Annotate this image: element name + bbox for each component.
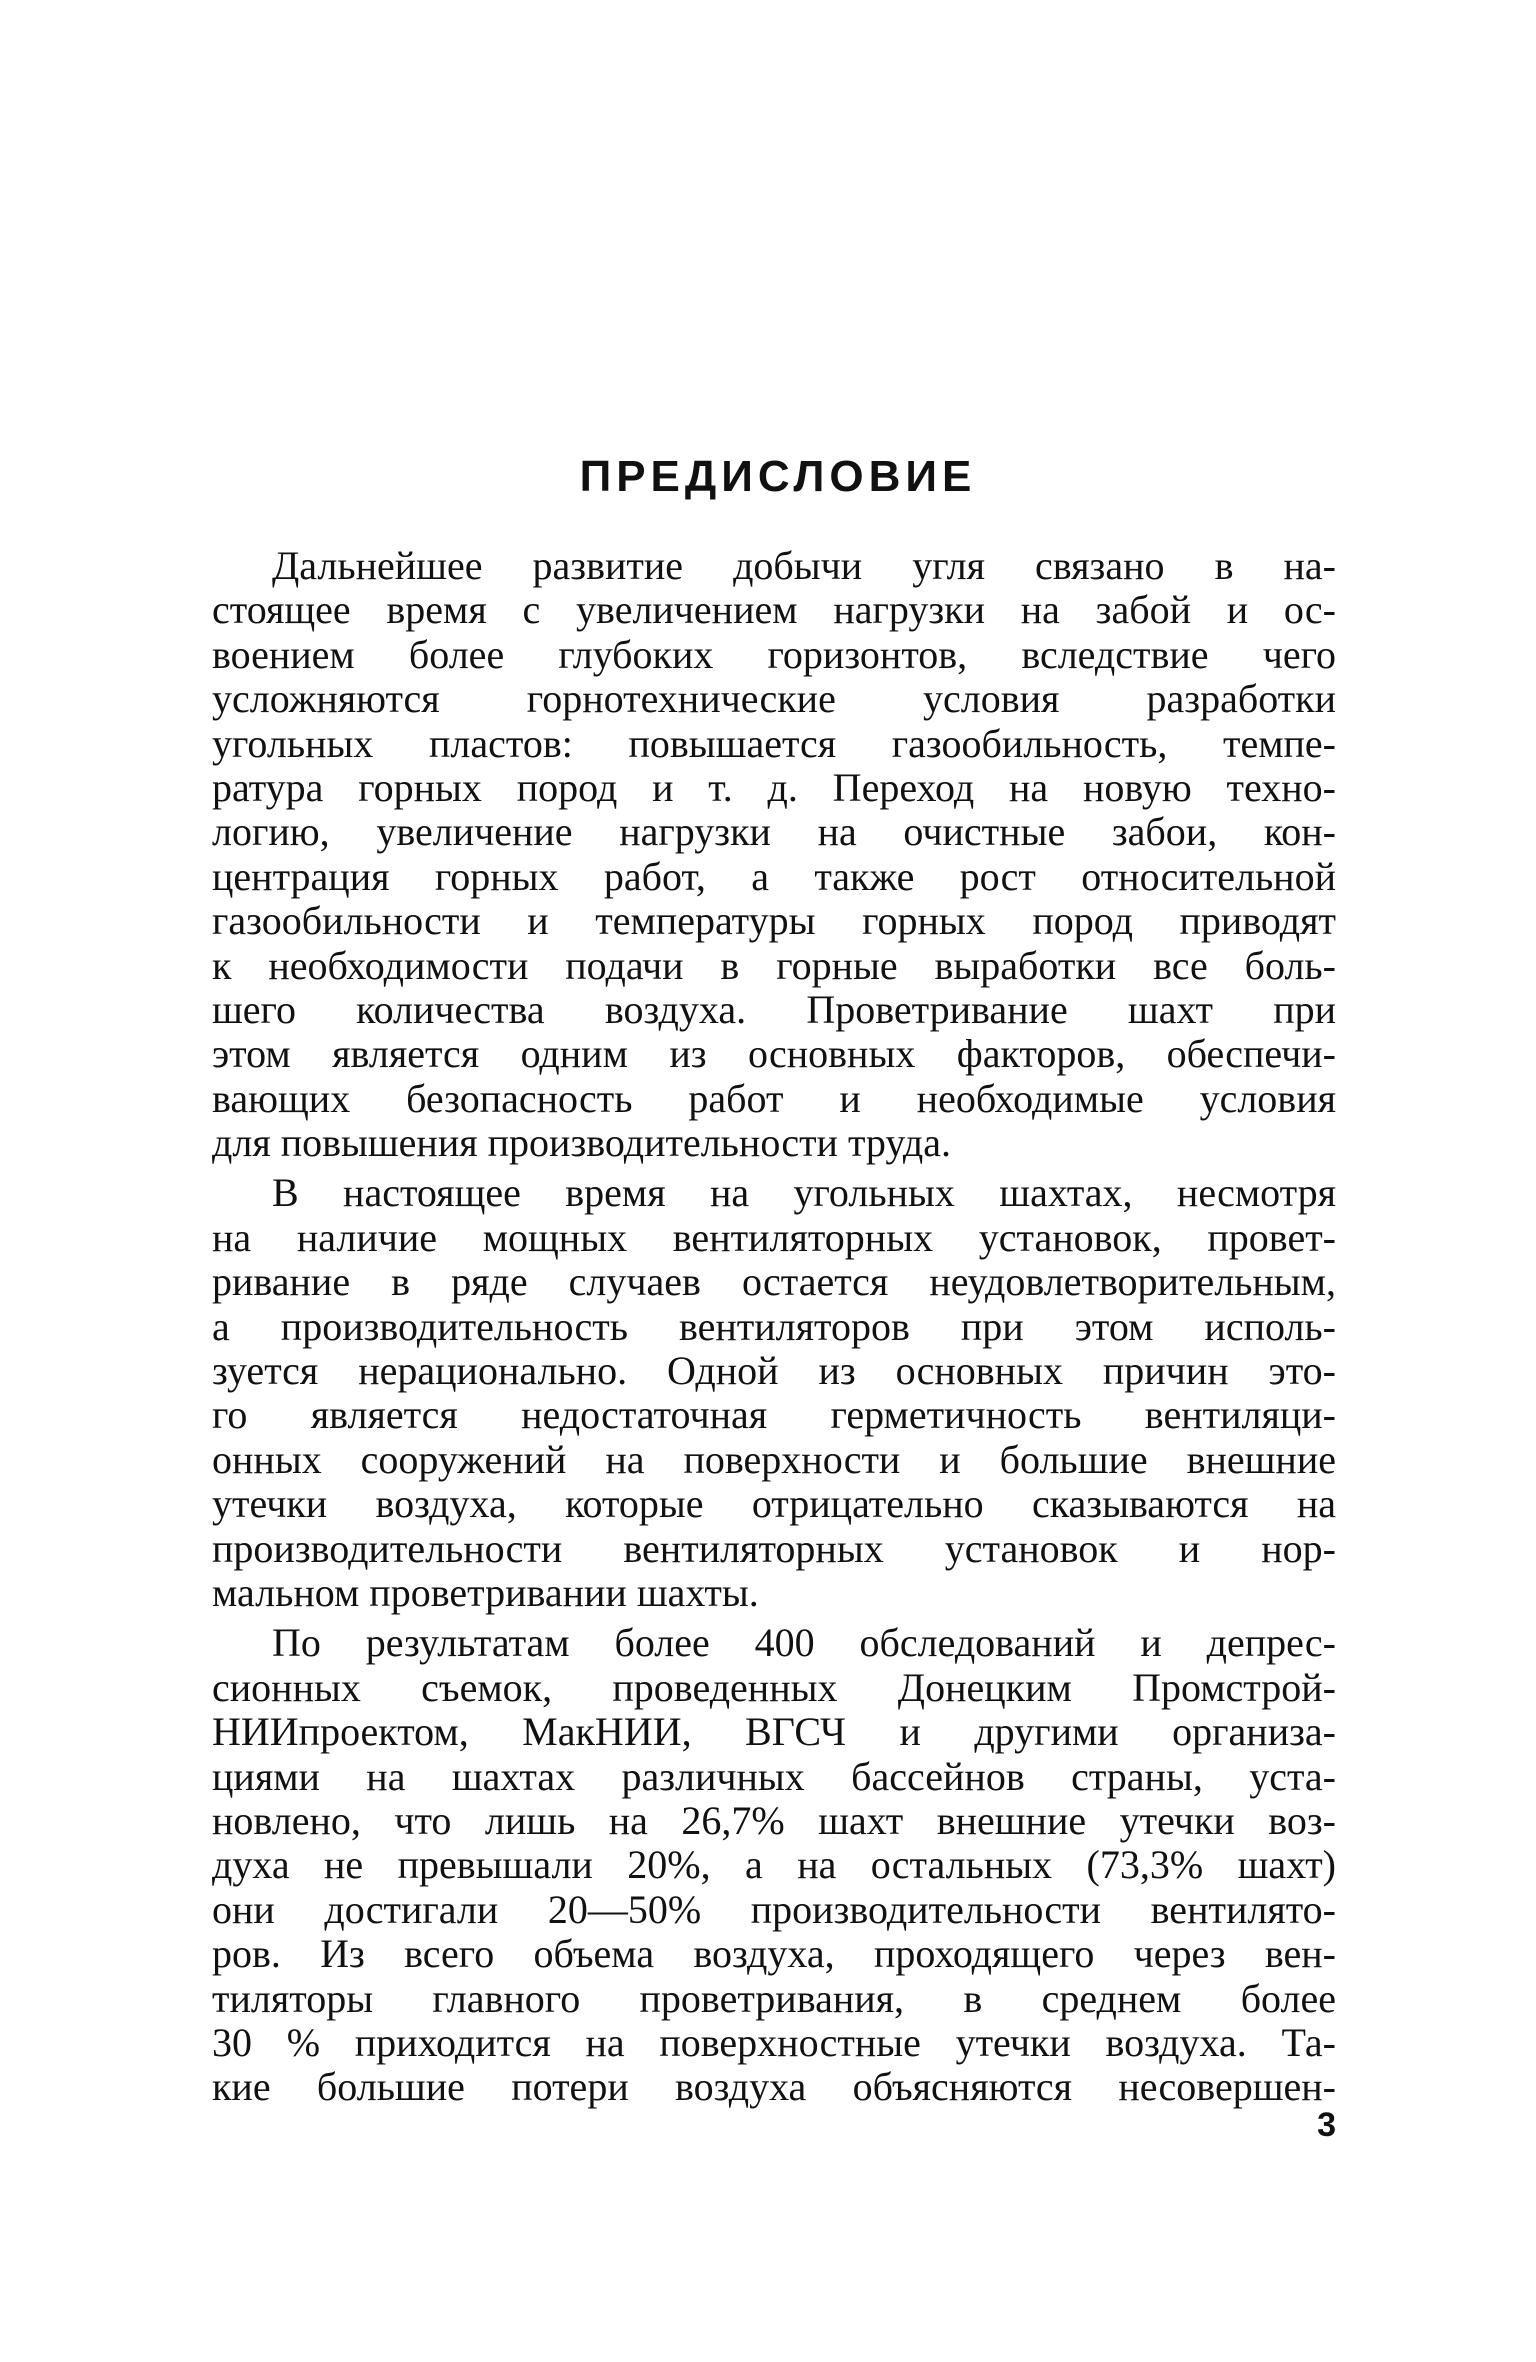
text-line: этом является одним из основных факторов, обеспечи- <box>212 1031 1336 1077</box>
text-line: стоящее время с увеличением нагрузки на забой и ос- <box>212 587 1336 633</box>
text-line: газообильности и температуры горных пород приводят <box>212 898 1336 944</box>
text-line: циями на шахтах различных бассейнов страны, уста- <box>212 1753 1336 1799</box>
text-line: НИИпроектом, МакНИИ, ВГСЧ и другими организа- <box>212 1709 1336 1755</box>
paragraph <box>212 544 1336 1165</box>
page-heading: ПРЕДИСЛОВИЕ <box>579 452 977 501</box>
text-line: го является недостаточная герметичность вентиляци- <box>212 1392 1336 1438</box>
text-line: сионных съемок, проведенных Донецким Промстрой- <box>212 1664 1336 1710</box>
text-line: для повышения производительности труда. <box>212 1120 951 1166</box>
text-line: логию, увеличение нагрузки на очистные забои, кон- <box>212 809 1336 855</box>
text-line: 30 % приходится на поверхностные утечки воздуха. Та- <box>212 2019 1336 2065</box>
text-line: В настоящее время на угольных шахтах, несмотря <box>272 1170 1336 1216</box>
page-number: 3 <box>1317 2106 1336 2144</box>
paragraph <box>212 1621 1336 2109</box>
text-line: угольных пластов: повышается газообильность, темпе- <box>212 720 1336 766</box>
text-line: они достигали 20—50% производительности вентилято- <box>212 1886 1336 1932</box>
text-line: духа не превышали 20%, а на остальных (73,3% шахт) <box>212 1842 1336 1888</box>
text-line: кие большие потери воздуха объясняются несовершен- <box>212 2064 1336 2110</box>
text-line: Дальнейшее развитие добычи угля связано в на- <box>272 543 1336 588</box>
text-line: к необходимости подачи в горные выработки все боль- <box>212 942 1336 988</box>
text-line: а производительность вентиляторов при этом исполь- <box>212 1303 1336 1349</box>
paragraph <box>212 1171 1336 1615</box>
text-line: онных сооружений на поверхности и большие внешние <box>212 1436 1336 1482</box>
text-line: ривание в ряде случаев остается неудовлетворительным, <box>212 1259 1336 1305</box>
text-line: тиляторы главного проветривания, в среднем более <box>212 1975 1336 2021</box>
text-line: По результатам более 400 обследований и депрес- <box>272 1620 1336 1666</box>
text-line: ров. Из всего объема воздуха, проходящего через вен- <box>212 1931 1336 1977</box>
text-line: воением более глубоких горизонтов, вследствие чего <box>212 631 1336 677</box>
text-line: на наличие мощных вентиляторных установок, провет- <box>212 1214 1336 1260</box>
text-line: вающих безопасность работ и необходимые условия <box>212 1075 1336 1121</box>
text-line: мальном проветривании шахты. <box>212 1569 759 1615</box>
text-line: центрация горных работ, а также рост относительной <box>212 853 1336 899</box>
text-line: усложняются горнотехнические условия разработки <box>212 676 1336 722</box>
text-line: утечки воздуха, которые отрицательно сказываются на <box>212 1481 1336 1527</box>
text-line: новлено, что лишь на 26,7% шахт внешние утечки воз- <box>212 1797 1336 1843</box>
text-line: шего количества воздуха. Проветривание шахт при <box>212 986 1336 1032</box>
text-line: ратура горных пород и т. д. Переход на новую техно- <box>212 764 1336 810</box>
text-line: зуется нерационально. Одной из основных причин это- <box>212 1348 1336 1394</box>
body-text <box>212 544 1336 2110</box>
text-line: производительности вентиляторных установок и нор- <box>212 1525 1336 1571</box>
